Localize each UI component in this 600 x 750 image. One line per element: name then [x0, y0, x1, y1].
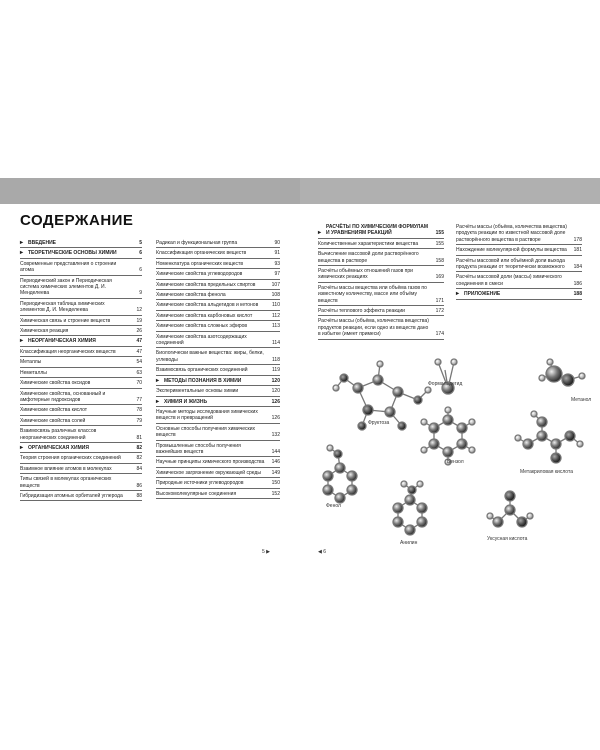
- toc-entry-title: Теория строения органических соединений: [20, 455, 121, 462]
- toc-entry-title: Радикал и функциональная группа: [156, 240, 238, 246]
- label-methanol: Метанол: [571, 397, 592, 403]
- toc-page-number: 120: [271, 388, 280, 395]
- toc-page-number: 119: [272, 367, 280, 374]
- toc-entry-title: Химические свойства фенола: [156, 292, 226, 299]
- toc-page-number: 81: [136, 434, 142, 441]
- toc-entry-title: Химические свойства солей: [20, 417, 86, 424]
- toc-entry-title: Расчёты массовой или объёмной доли выхода продукта реакции от теоретически возможного: [456, 257, 565, 271]
- toc-page-number: 108: [271, 292, 280, 299]
- toc-page-number: 90: [274, 240, 280, 246]
- section-marker-icon: ▸: [20, 444, 24, 451]
- toc-entry[interactable]: [156, 290, 280, 300]
- toc-entry-title: Химические свойства азотсодержащих соединений: [156, 333, 247, 347]
- toc-entry-title: Экспериментальные основы химии: [156, 388, 239, 395]
- toc-page-number: 149: [271, 469, 280, 476]
- methacrylic-acid-molecule: [515, 411, 583, 463]
- toc-entry[interactable]: [156, 407, 280, 424]
- toc-page-number: 120: [271, 377, 280, 384]
- toc-page-number: 184: [573, 264, 582, 271]
- toc-entry[interactable]: [156, 269, 280, 279]
- toc-section[interactable]: [456, 289, 582, 299]
- section-marker-icon: ▸: [20, 338, 24, 345]
- toc-entry[interactable]: [20, 389, 142, 406]
- toc-entry-title: Химическая реакция: [20, 328, 69, 335]
- page-number-right: ◀ 6: [318, 549, 327, 555]
- toc-page-number: 77: [136, 396, 142, 403]
- toc-entry[interactable]: [456, 222, 582, 245]
- toc-page-number: 26: [136, 328, 142, 335]
- toc-entry[interactable]: [156, 478, 280, 488]
- toc-page-number: 181: [573, 247, 582, 254]
- toc-entry-title: Расчёты объёмных отношений газов при химических реакциях: [318, 268, 413, 281]
- toc-entry-title: Расчёты массы (объёма, количества вещества) продуктов реакции, если одно из веществ дано в избытке (имеет примеси): [318, 318, 429, 338]
- toc-entry-title: Основные способы получения химических веществ: [156, 425, 256, 439]
- toc-page-number: 112: [272, 312, 280, 319]
- methanol-molecule: [539, 359, 585, 386]
- toc-entry-title: Химические свойства кислот: [20, 407, 88, 414]
- section-marker-icon: ▸: [318, 230, 322, 237]
- toc-entry-title: Классификация органических веществ: [156, 250, 247, 257]
- toc-entry[interactable]: [156, 386, 280, 396]
- toc-entry[interactable]: [20, 368, 142, 378]
- toc-page-number: 126: [271, 398, 280, 405]
- toc-entry-title: Металлы: [20, 359, 42, 366]
- toc-entry[interactable]: [156, 321, 280, 331]
- toc-entry-title: Химическое загрязнение окружающей среды: [156, 469, 261, 476]
- label-fructose: Фруктоза: [368, 420, 390, 426]
- toc-page-number: 47: [136, 338, 142, 345]
- toc-page-number: 6: [139, 250, 142, 257]
- toc-entry-title: ВВЕДЕНИЕ: [28, 240, 56, 246]
- toc-entry[interactable]: [20, 276, 142, 299]
- toc-entry-title: Научные принципы химического производства: [156, 459, 265, 466]
- section-marker-icon: ▸: [20, 250, 24, 257]
- toc-entry-title: Типы связей в молекулах органических веществ: [20, 476, 112, 489]
- toc-entry[interactable]: [318, 266, 444, 283]
- toc-column-3: [318, 222, 444, 340]
- toc-entry-title: Взаимное влияние атомов в молекулах: [20, 465, 112, 472]
- section-marker-icon: ▸: [456, 291, 460, 298]
- toc-page-number: 12: [136, 307, 142, 314]
- toc-section[interactable]: [20, 443, 142, 453]
- toc-page-number: 171: [435, 297, 444, 304]
- toc-entry-title: Химические свойства, основаниый и амфотерные гидроксидов: [20, 390, 106, 403]
- toc-entry-title: ОРГАНИЧЕСКАЯ ХИМИЯ: [28, 444, 89, 451]
- toc-page-number: 6: [139, 267, 142, 274]
- label-phenol: Фенол: [326, 503, 341, 509]
- toc-page-number: 114: [272, 340, 280, 347]
- toc-entry-title: ТЕОРЕТИЧЕСКИЕ ОСНОВЫ ХИМИИ: [28, 250, 117, 257]
- toc-entry[interactable]: [318, 239, 444, 249]
- toc-entry-title: Периодическая таблица химических элементов Д. И. Менделеева: [20, 300, 105, 314]
- toc-entry-title: Химические свойства оксидов: [20, 380, 91, 387]
- toc-column-1: [20, 238, 142, 501]
- toc-page-number: 144: [271, 448, 280, 455]
- toc-section[interactable]: [20, 336, 142, 346]
- toc-entry-title: Химические свойства углеводородов: [156, 271, 243, 278]
- toc-section[interactable]: [20, 248, 142, 258]
- toc-entry[interactable]: [20, 464, 142, 474]
- toc-entry[interactable]: [156, 280, 280, 290]
- section-marker-icon: ▸: [20, 240, 24, 246]
- aniline-molecule: [393, 481, 427, 535]
- toc-section[interactable]: [156, 397, 280, 407]
- toc-page-number: 155: [435, 240, 444, 247]
- label-acetic-acid: Уксусная кислота: [487, 536, 528, 542]
- formaldehyde-molecule: [435, 359, 457, 394]
- toc-entry-title: Химические свойства альдегидов и кетонов: [156, 302, 259, 309]
- toc-entry-title: Расчёты массы (объёма, количества вещества) продукта реакции по известной массовой доле растворённого вещества в растворе: [456, 224, 567, 243]
- label-benzene: Бензол: [447, 459, 464, 465]
- toc-entry-title: Периодический закон и Периодическая система химических элементов Д. И. Менделеева: [20, 277, 112, 297]
- toc-entry[interactable]: [156, 248, 280, 258]
- toc-entry[interactable]: [20, 316, 142, 326]
- toc-entry-title: Расчёты массы вещества или объёма газов по известному количеству, массе или объёму веществ: [318, 284, 427, 304]
- toc-page-number: 186: [573, 280, 582, 287]
- toc-page-number: 91: [274, 250, 280, 257]
- toc-entry[interactable]: [156, 468, 280, 478]
- toc-page-number: 97: [274, 271, 280, 278]
- toc-page-number: 47: [136, 348, 142, 355]
- page-title: СОДЕРЖАНИЕ: [20, 212, 134, 229]
- toc-page-number: 54: [136, 359, 142, 366]
- toc-page-number: 107: [271, 281, 280, 288]
- toc-entry[interactable]: [156, 365, 280, 375]
- toc-column-4: [456, 222, 582, 300]
- phenol-molecule: [323, 445, 357, 503]
- label-aniline: Анилин: [400, 540, 418, 546]
- toc-entry-title: Химические свойства карбоновых кислот: [156, 312, 253, 319]
- toc-entry[interactable]: [156, 348, 280, 365]
- toc-entry[interactable]: [20, 347, 142, 357]
- toc-entry[interactable]: [156, 489, 280, 499]
- toc-entry-title: Классификация неорганических веществ: [20, 348, 116, 355]
- toc-page-number: 82: [136, 444, 142, 451]
- toc-entry-title: Химические свойства сложных эфиров: [156, 323, 248, 330]
- toc-page-number: 5: [139, 240, 142, 246]
- toc-column-2: [156, 238, 280, 499]
- toc-entry-title: Расчёты массовой доли (массы) химического соединения в смеси: [456, 274, 562, 287]
- toc-entry[interactable]: [156, 424, 280, 441]
- toc-entry-title: Взаимосвязь органических соединений: [156, 367, 248, 374]
- toc-entry[interactable]: [156, 311, 280, 321]
- toc-entry-title: Природные источники углеводородов: [156, 480, 244, 487]
- toc-entry-title: НЕОРГАНИЧЕСКАЯ ХИМИЯ: [28, 338, 96, 345]
- toc-section[interactable]: [156, 376, 280, 386]
- toc-entry[interactable]: [318, 316, 444, 339]
- toc-section[interactable]: [318, 222, 444, 239]
- toc-page-number: 146: [271, 459, 280, 466]
- toc-entry-title: Биологически важные вещества: жиры, белки, углеводы: [156, 350, 264, 363]
- toc-entry-title: Научные методы исследования химических веществ и превращений: [156, 408, 258, 422]
- toc-page-number: 82: [136, 455, 142, 462]
- benzene-molecule: [421, 407, 475, 465]
- toc-entry-title: Неметаллы: [20, 369, 47, 376]
- toc-page-number: 86: [136, 482, 142, 489]
- toc-page-number: 132: [271, 432, 280, 439]
- toc-entry[interactable]: [318, 306, 444, 316]
- toc-page-number: 174: [435, 331, 444, 338]
- toc-entry-title: ХИМИЯ И ЖИЗНЬ: [164, 398, 208, 405]
- toc-entry[interactable]: [156, 300, 280, 310]
- toc-page-number: 118: [272, 356, 280, 363]
- toc-page-number: 188: [573, 291, 582, 298]
- toc-entry-title: ПРИЛОЖЕНИЕ: [464, 291, 501, 298]
- toc-entry-title: Количественные характеристики вещества: [318, 240, 419, 247]
- toc-section[interactable]: [20, 238, 142, 248]
- toc-entry[interactable]: [20, 405, 142, 415]
- toc-entry[interactable]: [20, 299, 142, 316]
- toc-page-number: 158: [435, 257, 444, 264]
- toc-entry-title: Номенклатура органических веществ: [156, 260, 243, 267]
- toc-entry[interactable]: [456, 256, 582, 273]
- toc-page-number: 93: [274, 260, 280, 267]
- toc-entry-title: Высокомолекулярные соединения: [156, 490, 237, 497]
- section-marker-icon: ▸: [156, 398, 160, 405]
- toc-entry[interactable]: [20, 474, 142, 491]
- toc-entry[interactable]: [156, 238, 280, 248]
- label-formaldehyde: Формальдегид: [428, 381, 463, 387]
- toc-entry-title: Гибридизация атомных орбиталей углерода: [20, 492, 123, 499]
- toc-entry-title: Взаимосвязь различных классов неорганических соединений: [20, 428, 97, 441]
- toc-entry[interactable]: [156, 259, 280, 269]
- toc-page-number: 70: [136, 380, 142, 387]
- toc-entry[interactable]: [20, 326, 142, 336]
- toc-entry[interactable]: [156, 441, 280, 458]
- toc-entry-title: Современные представления о строении атома: [20, 260, 117, 274]
- toc-entry-title: Нахождение молекулярной формулы вещества: [456, 247, 567, 254]
- toc-entry[interactable]: [318, 249, 444, 266]
- toc-entry[interactable]: [156, 332, 280, 349]
- toc-page-number: 79: [136, 417, 142, 424]
- acetic-acid-molecule: [487, 491, 533, 527]
- toc-page-number: 155: [435, 230, 444, 237]
- toc-entry[interactable]: [156, 457, 280, 467]
- toc-page-number: 63: [136, 369, 142, 376]
- toc-entry[interactable]: [20, 378, 142, 388]
- label-methacrylic-acid: Метакриловая кислота: [520, 469, 573, 475]
- toc-entry-title: Промышленные способы получения важнейших веществ: [156, 442, 241, 455]
- toc-page-number: 178: [573, 236, 582, 243]
- toc-entry-title: МЕТОДЫ ПОЗНАНИЯ В ХИМИИ: [164, 377, 242, 384]
- toc-entry[interactable]: [20, 426, 142, 443]
- toc-page-number: 78: [136, 407, 142, 414]
- toc-entry[interactable]: [20, 453, 142, 463]
- toc-page-number: 152: [271, 490, 280, 497]
- toc-page-number: 84: [136, 465, 142, 472]
- toc-entry-title: РАСЧЁТЫ ПО ХИМИЧЕСКИМ ФОРМУЛАМ И УРАВНЕНИЯМ РЕАКЦИЙ: [326, 224, 429, 237]
- toc-entry-title: Расчёты теплового эффекта реакции: [318, 308, 405, 315]
- toc-page-number: 110: [272, 302, 280, 309]
- toc-entry-title: Химические свойства предельных спиртов: [156, 281, 256, 288]
- page-number-left: 5 ▶: [262, 549, 271, 555]
- toc-page-number: 88: [136, 492, 142, 499]
- toc-page-number: 172: [435, 308, 444, 315]
- toc-page-number: 150: [271, 480, 280, 487]
- toc-entry[interactable]: [456, 245, 582, 255]
- toc-entry[interactable]: [20, 357, 142, 367]
- toc-page-number: 9: [139, 290, 142, 297]
- top-band-right: [300, 178, 600, 204]
- toc-page-number: 126: [271, 415, 280, 422]
- toc-page-number: 113: [272, 323, 280, 330]
- toc-entry[interactable]: [456, 272, 582, 289]
- toc-entry[interactable]: [20, 416, 142, 426]
- toc-page-number: 169: [435, 274, 444, 281]
- toc-entry[interactable]: [318, 283, 444, 306]
- toc-entry[interactable]: [20, 259, 142, 276]
- toc-entry-title: Химическая связь и строение веществ: [20, 317, 111, 324]
- toc-entry-title: Вычисление массовой доли растворённого вещества в растворе: [318, 251, 419, 264]
- toc-entry[interactable]: [20, 491, 142, 501]
- toc-page-number: 19: [136, 317, 142, 324]
- section-marker-icon: ▸: [156, 377, 160, 384]
